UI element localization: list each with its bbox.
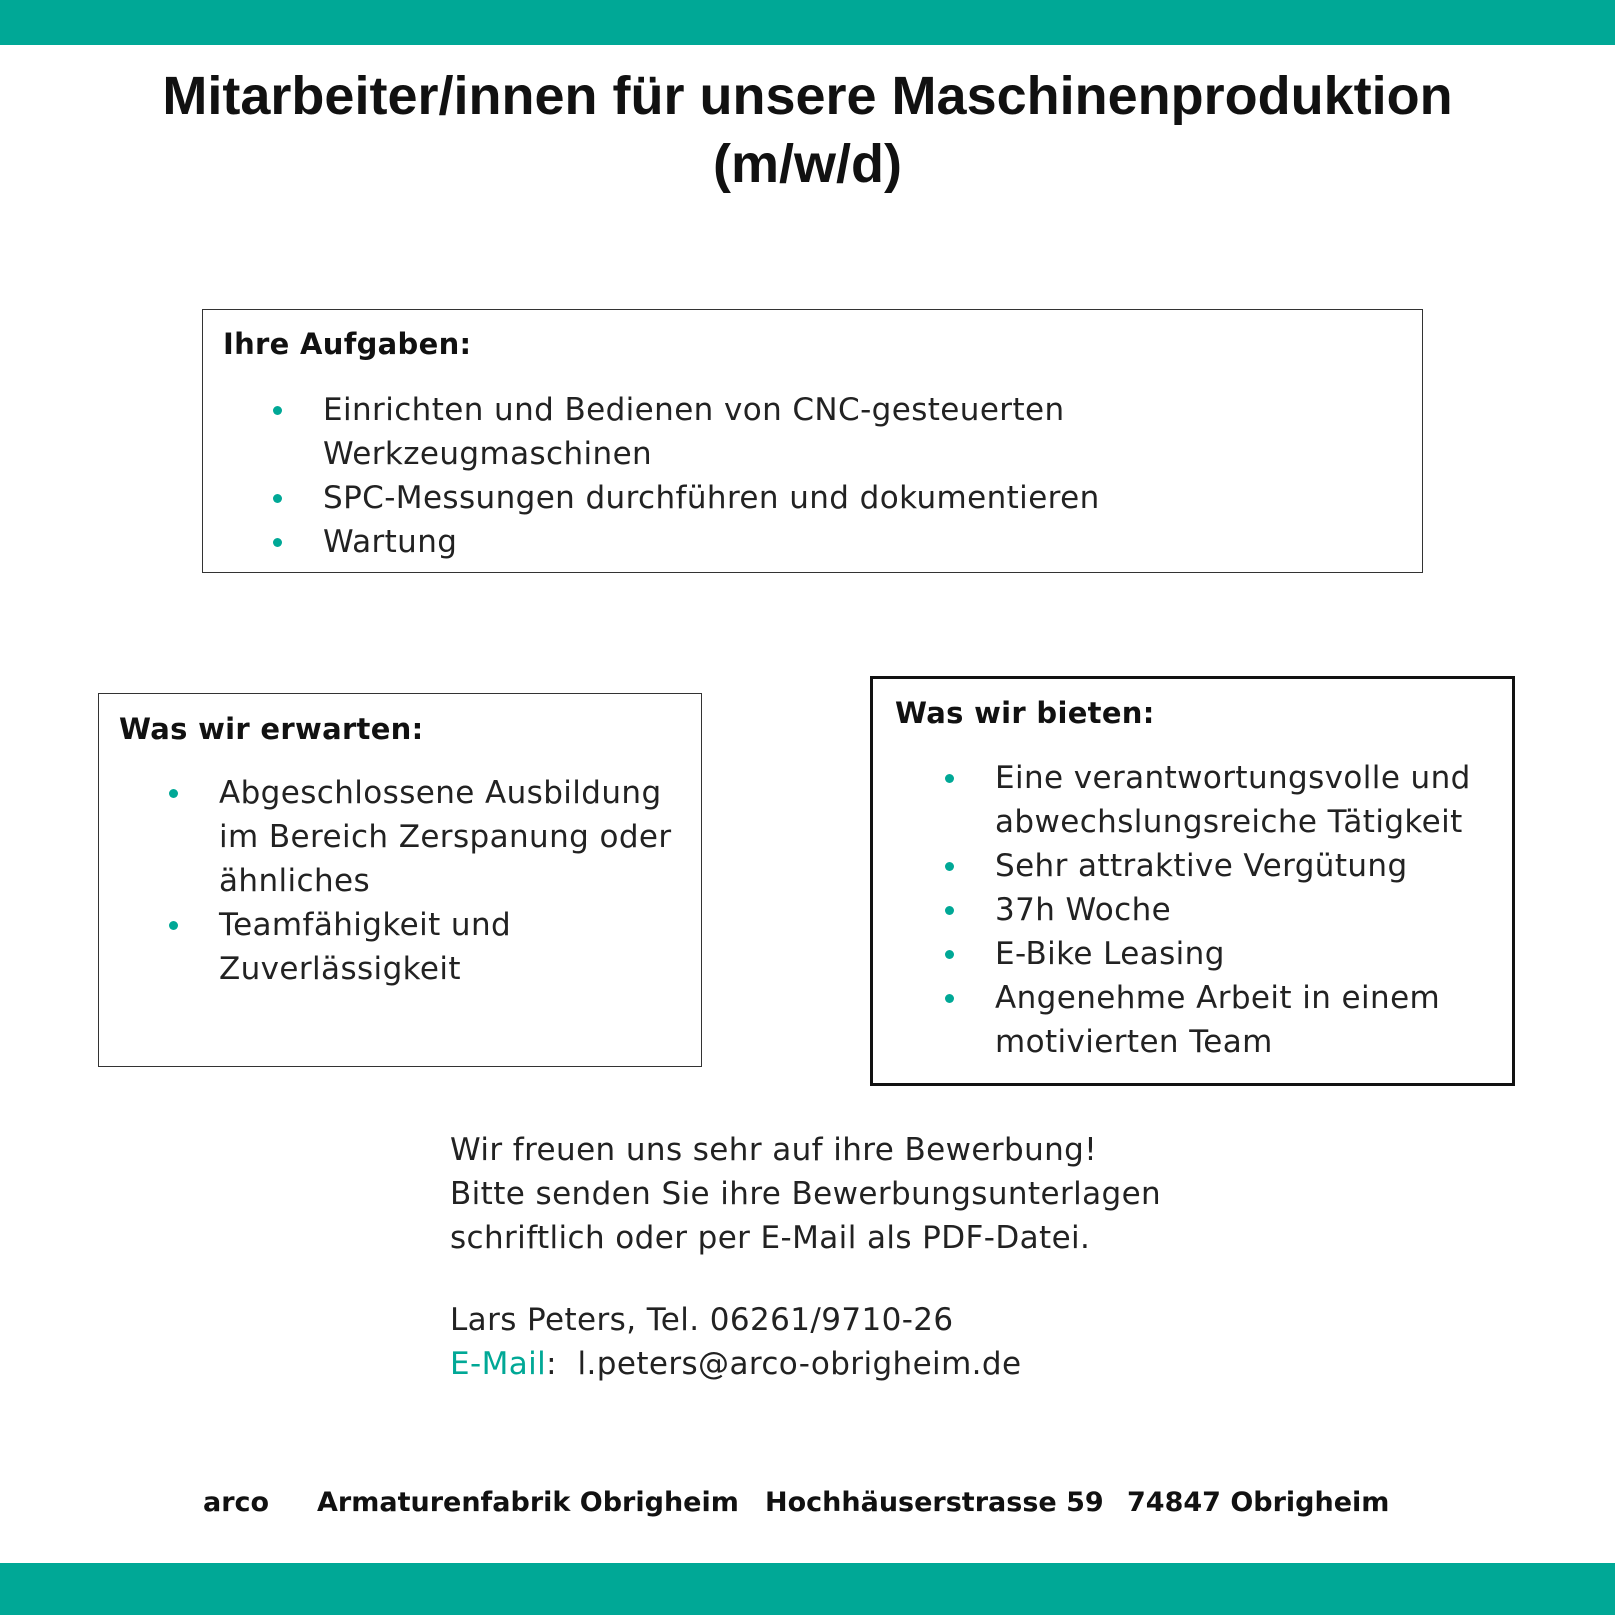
contact-block: [450, 1128, 1350, 1386]
benefits-list: [995, 756, 1495, 1064]
bullet-icon: [945, 950, 954, 959]
list-item: Teamfähigkeit und Zuverlässigkeit: [219, 903, 689, 991]
tasks-list: [323, 388, 1323, 564]
list-item: Einrichten und Bedienen von CNC-gesteuerten Werkzeugmaschinen: [323, 388, 1323, 476]
bullet-icon: [169, 921, 178, 930]
list-item: Angenehme Arbeit in einem motivierten Team: [995, 976, 1495, 1064]
requirements-list: [219, 771, 689, 991]
bullet-icon: [169, 789, 178, 798]
bullet-icon: [273, 406, 282, 415]
tasks-box: [202, 309, 1423, 573]
list-item: Abgeschlossene Ausbildung im Bereich Zerspanung oder ähnliches: [219, 771, 689, 903]
bullet-icon: [273, 494, 282, 503]
footer-street: Hochhäuserstrasse 59: [765, 1487, 1104, 1518]
footer-company-short: arco: [203, 1487, 270, 1518]
bullet-icon: [945, 862, 954, 871]
list-item: Sehr attraktive Vergütung: [995, 844, 1495, 888]
top-accent-band: [0, 0, 1615, 45]
page-title: [0, 62, 1615, 198]
tasks-heading: Ihre Aufgaben:: [223, 327, 472, 361]
benefits-heading: Was wir bieten:: [895, 696, 1155, 730]
title-line-2: (m/w/d): [713, 134, 902, 194]
list-item: Eine verantwortungsvolle und abwechslungsreiche Tätigkeit: [995, 756, 1495, 844]
contact-line-1: Wir freuen uns sehr auf ihre Bewerbung!: [450, 1132, 1098, 1168]
bullet-icon: [945, 774, 954, 783]
requirements-heading: Was wir erwarten:: [119, 712, 424, 746]
requirements-box: [98, 693, 702, 1067]
bullet-icon: [273, 538, 282, 547]
list-item: Wartung: [323, 520, 1323, 564]
email-address[interactable]: l.peters@arco-obrigheim.de: [577, 1346, 1022, 1382]
email-separator: :: [546, 1346, 578, 1382]
benefits-box: [870, 676, 1515, 1086]
list-item: E-Bike Leasing: [995, 932, 1495, 976]
bullet-icon: [945, 994, 954, 1003]
bullet-icon: [945, 906, 954, 915]
title-line-1: Mitarbeiter/innen für unsere Maschinenproduktion: [162, 66, 1453, 126]
contact-person: Lars Peters, Tel. 06261/9710-26: [450, 1302, 954, 1338]
bottom-accent-band: [0, 1563, 1615, 1615]
contact-line-3: schriftlich oder per E-Mail als PDF-Datei.: [450, 1220, 1091, 1256]
contact-line-2: Bitte senden Sie ihre Bewerbungsunterlagen: [450, 1176, 1162, 1212]
footer-company-name: Armaturenfabrik Obrigheim: [317, 1487, 739, 1518]
list-item: SPC-Messungen durchführen und dokumentieren: [323, 476, 1323, 520]
list-item: 37h Woche: [995, 888, 1495, 932]
footer-city: 74847 Obrigheim: [1127, 1487, 1390, 1518]
email-label: E-Mail: [450, 1346, 547, 1382]
contact-email-row: [450, 1342, 1350, 1386]
